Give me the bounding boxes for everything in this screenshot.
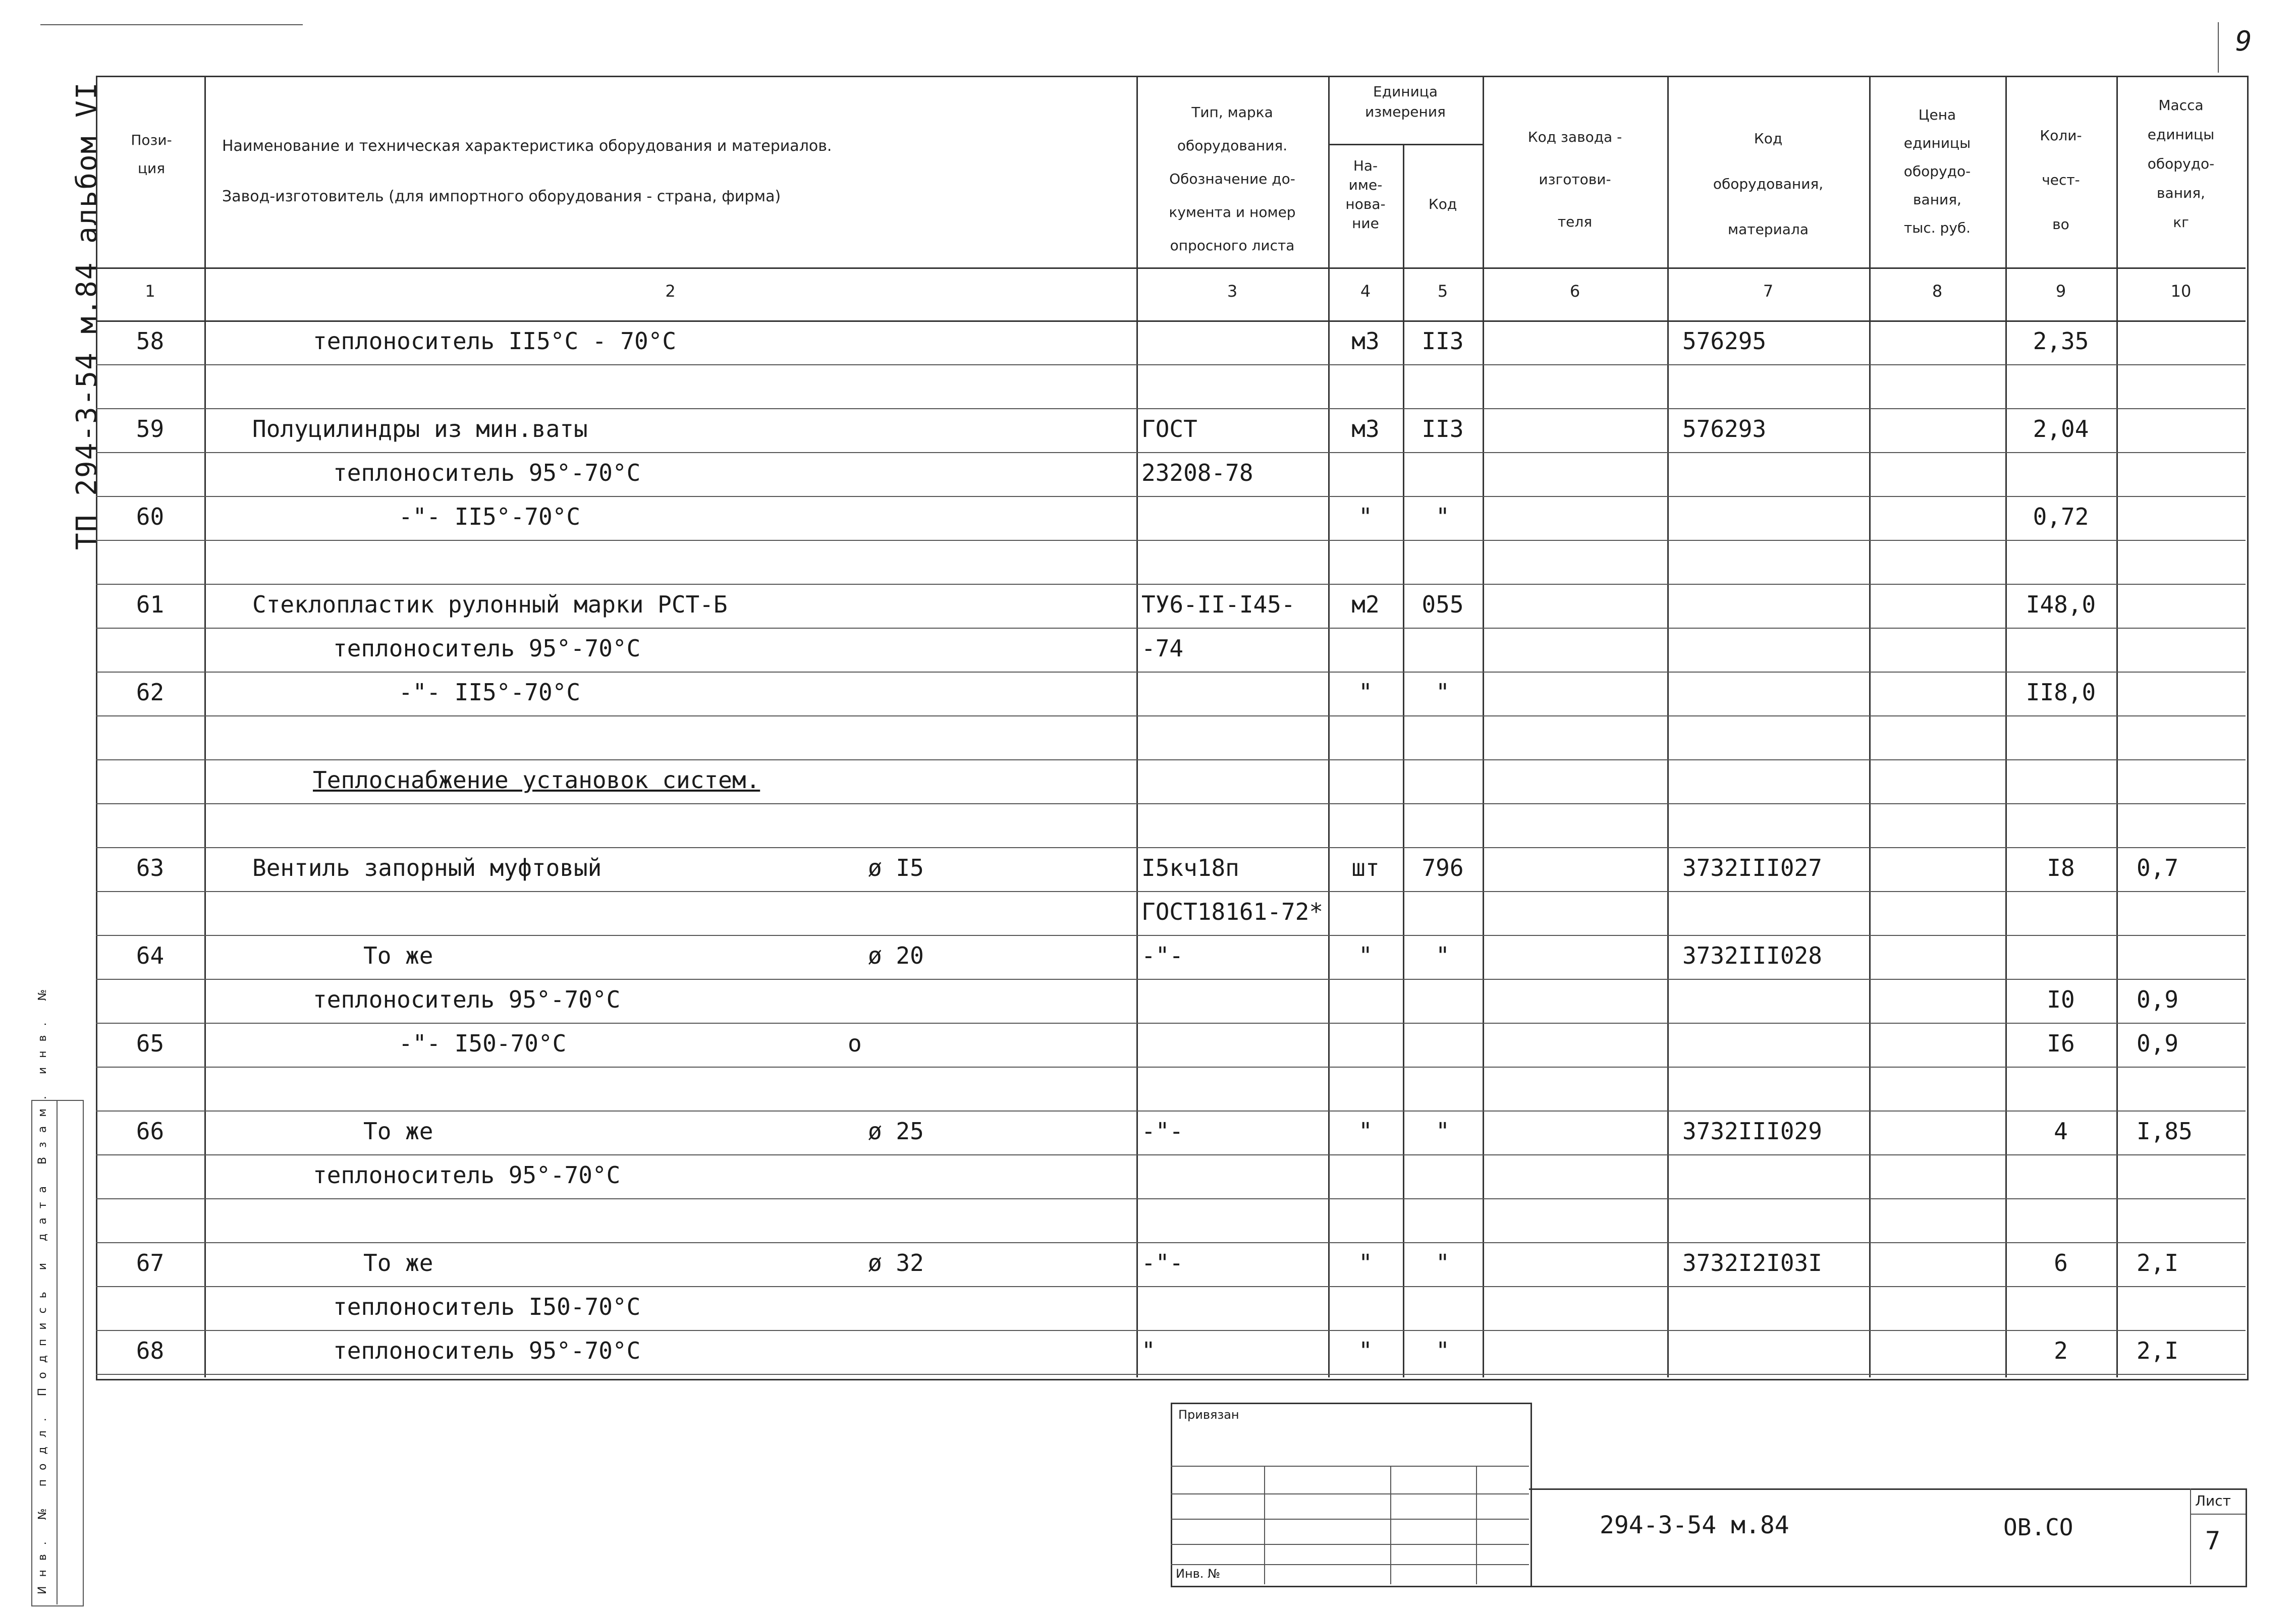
cell-name: То же xyxy=(363,942,433,969)
cell-quantity: I48,0 xyxy=(2026,591,2096,618)
stamp-line xyxy=(1171,1466,1529,1467)
cell-type: -"- xyxy=(1141,1249,1184,1276)
cell-unit-code: " xyxy=(1436,1337,1450,1364)
table-row xyxy=(96,364,2246,408)
cell-position: 59 xyxy=(136,415,165,442)
column-number: 1 xyxy=(145,282,155,301)
header-col-1: Пози- ция xyxy=(131,132,172,177)
cell-unit: м3 xyxy=(1351,415,1380,442)
cell-diameter: ø I5 xyxy=(868,854,924,881)
header-col-4: На- име- нова- ние xyxy=(1345,157,1386,232)
column-number: 10 xyxy=(2170,282,2192,301)
cell-type: -74 xyxy=(1141,635,1184,662)
cell-unit-code: " xyxy=(1436,1118,1450,1145)
stamp-section: ОВ.СО xyxy=(2003,1514,2073,1541)
table-row xyxy=(96,1198,2246,1242)
unit-group-header: Единица измерения xyxy=(1365,83,1446,120)
cell-position: 68 xyxy=(136,1337,165,1364)
cell-mass: 0,9 xyxy=(2137,986,2179,1013)
cell-extra-mark: o xyxy=(848,1030,862,1057)
cell-unit-code: II3 xyxy=(1422,415,1464,442)
cell-quantity: 0,72 xyxy=(2033,503,2089,530)
cell-name: Стеклопластик рулонный марки РСТ-Б xyxy=(252,591,728,618)
cell-quantity: I6 xyxy=(2047,1030,2075,1057)
stamp-vline xyxy=(1390,1466,1391,1584)
top-margin-line xyxy=(40,24,303,25)
cell-name: теплоноситель 95°-70°C xyxy=(333,1337,641,1364)
cell-unit: " xyxy=(1358,942,1373,969)
stamp-sheet-label: Лист xyxy=(2195,1492,2231,1509)
cell-material-code: 3732III029 xyxy=(1682,1118,1822,1145)
cell-name: -"- II5°-70°C xyxy=(399,679,581,706)
header-col-6: Код завода - изготови- теля xyxy=(1527,129,1622,230)
cell-position: 58 xyxy=(136,327,165,355)
stamp-line xyxy=(1171,1493,1529,1494)
cell-name: теплоноситель 95°-70°C xyxy=(313,1161,621,1189)
cell-name: То же xyxy=(363,1118,433,1145)
cell-type: ТУ6-II-I45- xyxy=(1141,591,1295,618)
cell-type: -"- xyxy=(1141,1118,1184,1145)
cell-unit: " xyxy=(1358,1337,1373,1364)
header-col-7: Код оборудования, материала xyxy=(1713,130,1824,238)
stamp-privyazan-label: Привязан xyxy=(1178,1408,1239,1422)
cell-quantity: 2,04 xyxy=(2033,415,2089,442)
cell-unit: м3 xyxy=(1351,327,1380,355)
cell-position: 67 xyxy=(136,1249,165,1276)
cell-unit: " xyxy=(1358,503,1373,530)
cell-position: 62 xyxy=(136,679,165,706)
cell-type: -"- xyxy=(1141,942,1184,969)
cell-material-code: 3732III028 xyxy=(1682,942,1822,969)
cell-name: -"- I50-70°C xyxy=(399,1030,567,1057)
stamp-privyazan-box xyxy=(1171,1403,1532,1587)
column-number: 8 xyxy=(1932,282,1943,301)
stamp-line xyxy=(2190,1514,2246,1515)
cell-material-code: 576293 xyxy=(1682,415,1767,442)
table-row xyxy=(96,540,2246,584)
cell-name: теплоноситель 95°-70°C xyxy=(313,986,621,1013)
column-number: 6 xyxy=(1569,282,1580,301)
cell-name: -"- II5°-70°C xyxy=(399,503,581,530)
cell-unit-code: 796 xyxy=(1422,854,1464,881)
cell-name: Вентиль запорный муфтовый xyxy=(252,854,602,881)
stamp-vline xyxy=(2190,1488,2191,1584)
cell-type: ГОСТ xyxy=(1141,415,1197,442)
cell-unit-code: 055 xyxy=(1422,591,1464,618)
column-number: 5 xyxy=(1437,282,1448,301)
cell-quantity: 4 xyxy=(2054,1118,2068,1145)
cell-diameter: ø 32 xyxy=(868,1249,924,1276)
cell-name: теплоноситель 95°-70°C xyxy=(333,635,641,662)
header-col-5: Код xyxy=(1428,196,1457,212)
cell-material-code: 3732I2I03I xyxy=(1682,1249,1822,1276)
cell-position: 64 xyxy=(136,942,165,969)
cell-quantity: II8,0 xyxy=(2026,679,2096,706)
cell-type: " xyxy=(1141,1337,1156,1364)
column-number: 3 xyxy=(1227,282,1238,301)
cell-unit-code: II3 xyxy=(1422,327,1464,355)
cell-unit: м2 xyxy=(1351,591,1380,618)
cell-quantity: 2,35 xyxy=(2033,327,2089,355)
cell-position: 65 xyxy=(136,1030,165,1057)
cell-mass: 2,I xyxy=(2137,1337,2179,1364)
table-row xyxy=(96,715,2246,759)
left-stamp-divider xyxy=(57,1100,58,1604)
cell-position: 66 xyxy=(136,1118,165,1145)
header-bottom-line xyxy=(96,267,2246,269)
cell-quantity: I8 xyxy=(2047,854,2075,881)
cell-unit-code: " xyxy=(1436,1249,1450,1276)
cell-diameter: ø 25 xyxy=(868,1118,924,1145)
column-number: 9 xyxy=(2055,282,2066,301)
table-row xyxy=(96,1067,2246,1111)
cell-unit: " xyxy=(1358,1249,1373,1276)
cell-type: I5кч18п xyxy=(1141,854,1239,881)
cell-name: теплоноситель II5°C - 70°C xyxy=(313,327,677,355)
stamp-sheet-number: 7 xyxy=(2205,1526,2221,1556)
page-number: 9 xyxy=(2235,25,2252,57)
cell-position: 60 xyxy=(136,503,165,530)
cell-mass: 2,I xyxy=(2137,1249,2179,1276)
unit-split-line xyxy=(1328,144,1483,145)
cell-position: 61 xyxy=(136,591,165,618)
cell-unit: " xyxy=(1358,679,1373,706)
cell-unit-code: " xyxy=(1436,679,1450,706)
left-stamp-text: Инв. № подл. Подпись и дата Взам. инв. № xyxy=(36,980,49,1594)
cell-unit-code: " xyxy=(1436,503,1450,530)
page-number-bracket xyxy=(2218,22,2219,73)
cell-type: 23208-78 xyxy=(1141,459,1253,486)
cell-quantity: 2 xyxy=(2054,1337,2068,1364)
cell-material-code: 3732III027 xyxy=(1682,854,1822,881)
side-title: ТП 294-3-54 м.84 альбом VI xyxy=(71,81,103,550)
stamp-vline xyxy=(1476,1466,1477,1584)
column-number: 4 xyxy=(1360,282,1371,301)
column-number: 7 xyxy=(1763,282,1774,301)
cell-name: То же xyxy=(363,1249,433,1276)
cell-name: теплоноситель I50-70°C xyxy=(333,1293,641,1320)
cell-material-code: 576295 xyxy=(1682,327,1767,355)
cell-mass: 0,9 xyxy=(2137,1030,2179,1057)
cell-type: ГОСТ18161-72* xyxy=(1141,898,1324,925)
stamp-line xyxy=(1171,1544,1529,1545)
stamp-doc-number: 294-3-54 м.84 xyxy=(1600,1511,1789,1539)
cell-diameter: ø 20 xyxy=(868,942,924,969)
cell-unit: шт xyxy=(1351,854,1380,881)
cell-unit-code: " xyxy=(1436,942,1450,969)
column-number: 2 xyxy=(665,282,676,301)
header-col-10: Масса единицы оборудо- вания, кг xyxy=(2147,97,2215,231)
cell-unit: " xyxy=(1358,1118,1373,1145)
header-col-9: Коли- чест- во xyxy=(2040,127,2082,233)
header-col-2: Наименование и техническая характеристика оборудования и материалов. Завод-изготовитель (для импортного оборудования - страна, фирма) xyxy=(222,137,832,205)
cell-quantity: 6 xyxy=(2054,1249,2068,1276)
cell-quantity: I0 xyxy=(2047,986,2075,1013)
stamp-vline xyxy=(1264,1466,1265,1584)
cell-mass: 0,7 xyxy=(2137,854,2179,881)
table-row xyxy=(96,803,2246,847)
cell-name: Теплоснабжение установок систем. xyxy=(313,766,760,794)
stamp-line xyxy=(1171,1564,1529,1565)
stamp-line xyxy=(1171,1519,1529,1520)
row-divider xyxy=(96,1374,2246,1375)
stamp-inv-label: Инв. № xyxy=(1176,1567,1221,1581)
header-col-3: Тип, марка оборудования. Обозначение до- кумента и номер опросного листа xyxy=(1169,104,1296,254)
header-col-8: Цена единицы оборудо- вания, тыс. руб. xyxy=(1903,106,1971,236)
cell-mass: I,85 xyxy=(2137,1118,2193,1145)
cell-name: Полуцилиндры из мин.ваты xyxy=(252,415,588,442)
cell-name: теплоноситель 95°-70°C xyxy=(333,459,641,486)
cell-position: 63 xyxy=(136,854,165,881)
